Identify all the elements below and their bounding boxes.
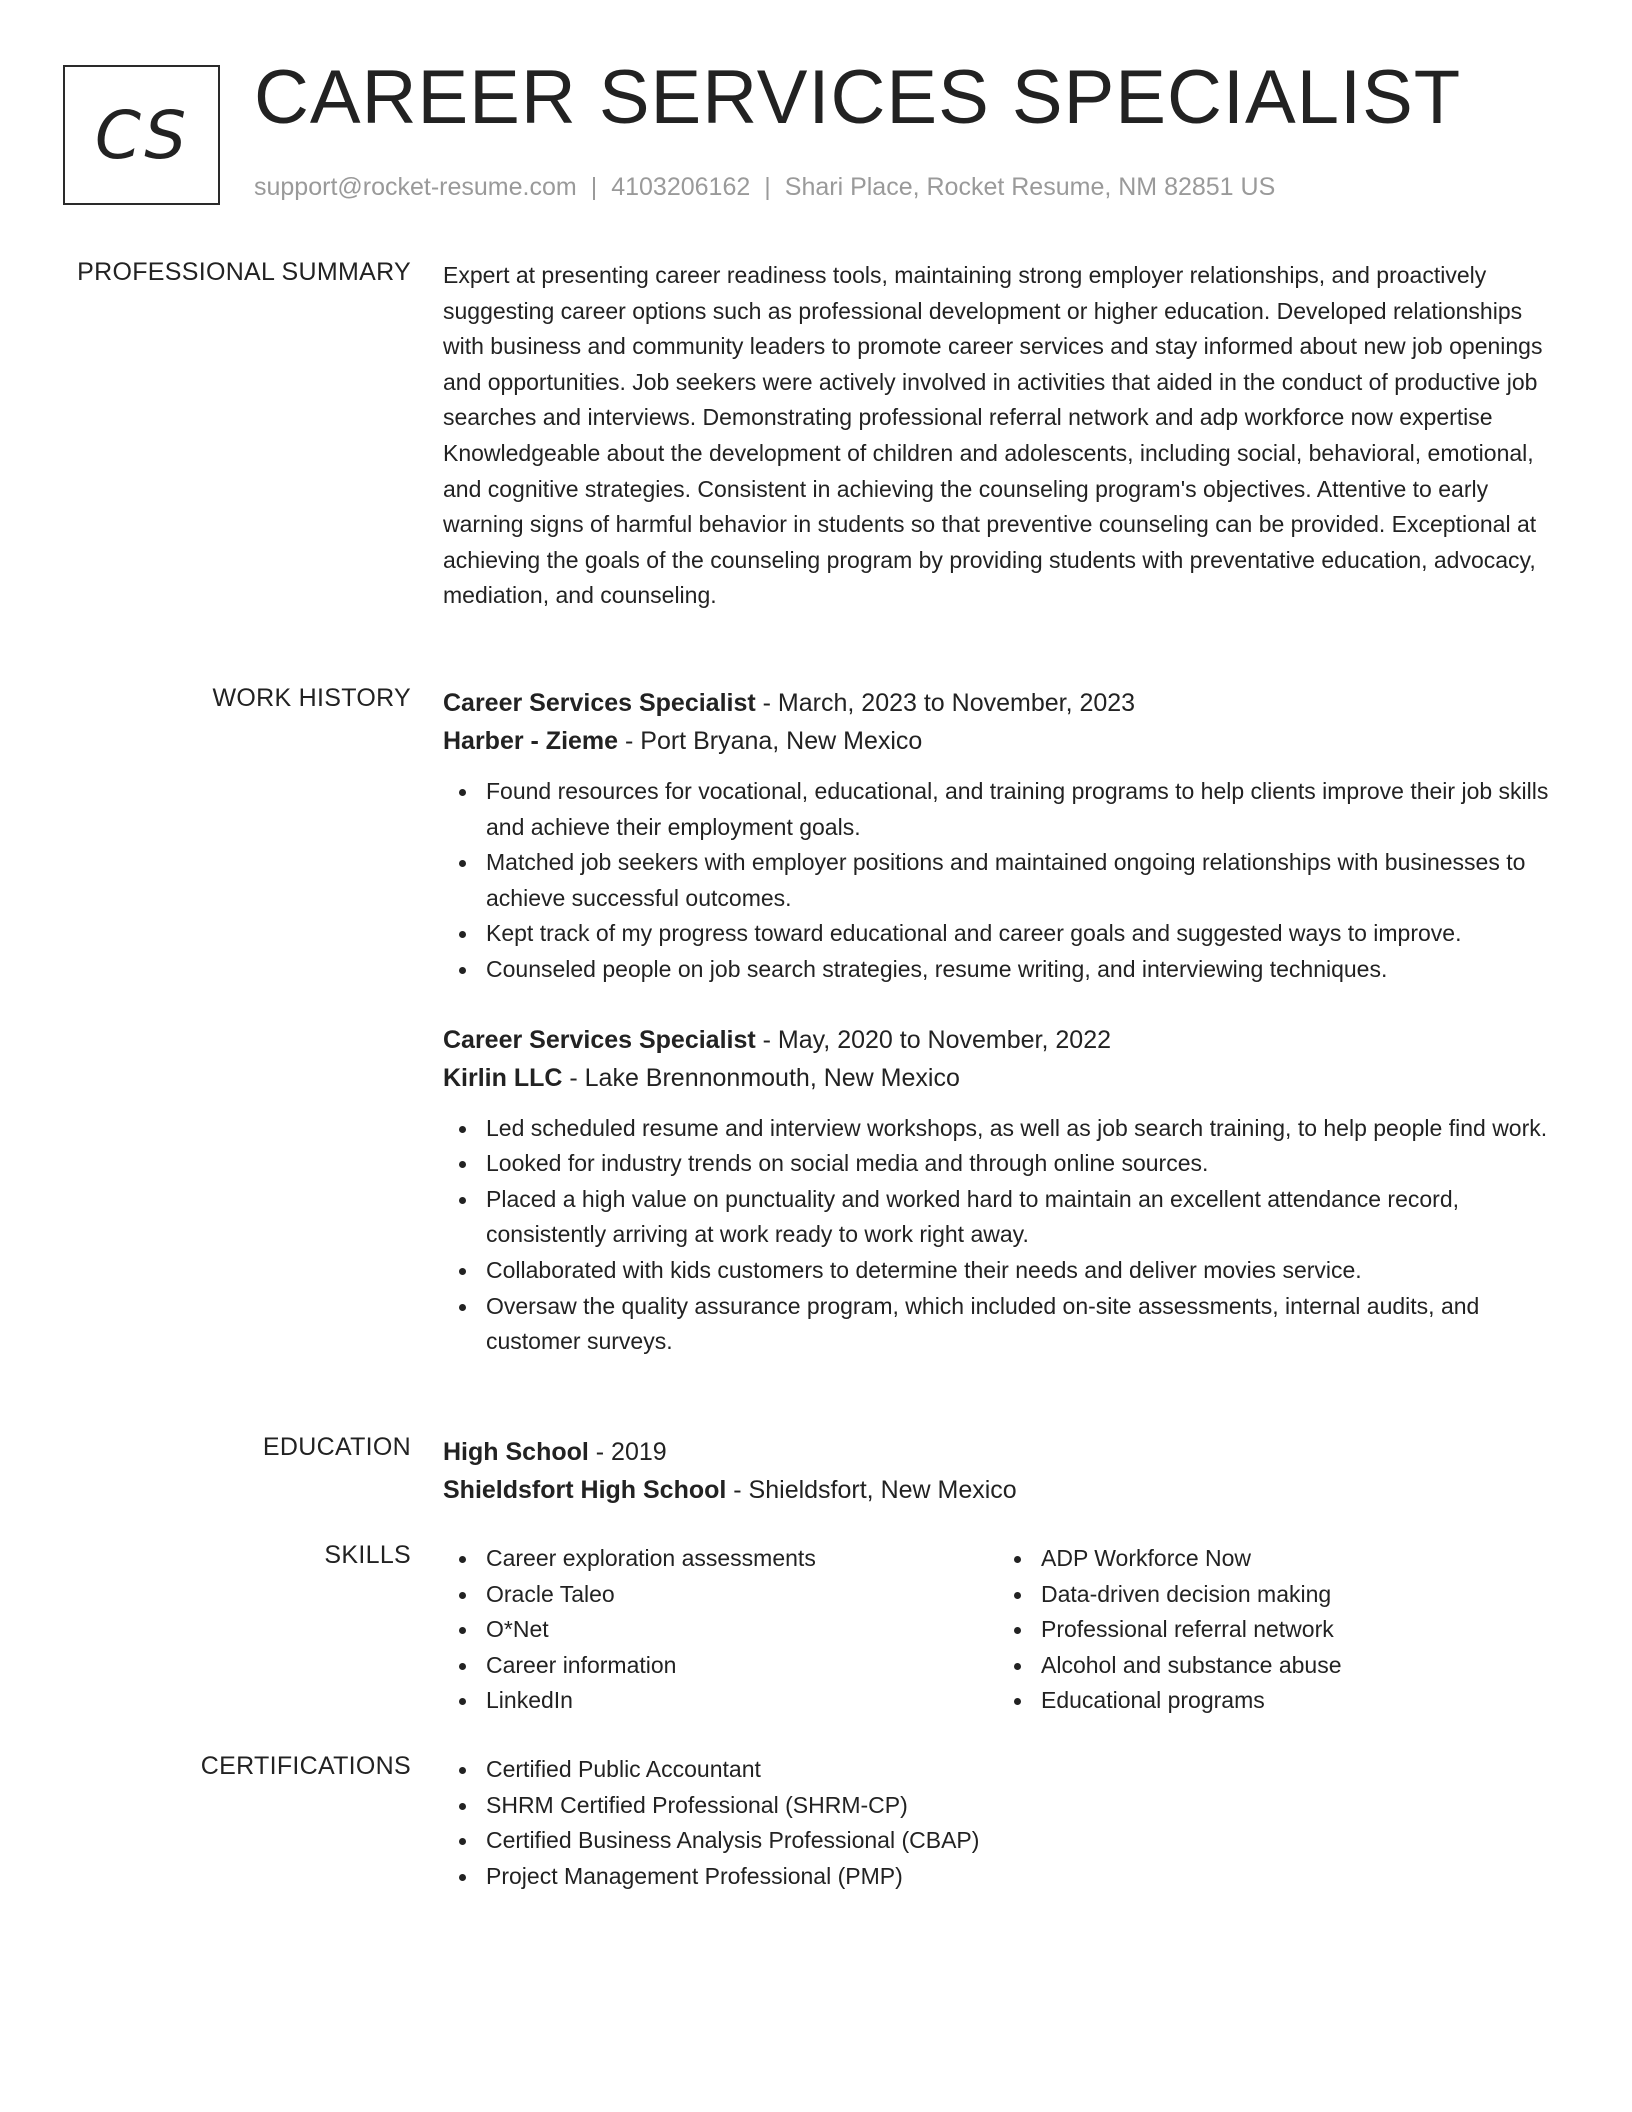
skills-column-left [443, 1541, 998, 1719]
summary-content [443, 258, 1553, 614]
contact-separator: | [590, 173, 598, 201]
monogram-box [63, 65, 220, 205]
skill-item: Career information [486, 1648, 998, 1684]
certification-item: Certified Public Accountant [486, 1752, 1553, 1788]
job-bullet: Placed a high value on punctuality and worked hard to maintain an excellent attendance record, consistently arriving at work ready to work right away. [486, 1182, 1553, 1253]
job-title: Career Services Specialist [443, 1025, 756, 1054]
contact-email: support@rocket-resume.com [254, 173, 577, 201]
skills-grid [443, 1541, 1553, 1719]
certification-item: Project Management Professional (PMP) [486, 1859, 1553, 1895]
skill-item: O*Net [486, 1612, 998, 1648]
job-entry [443, 684, 1553, 988]
certification-item: SHRM Certified Professional (SHRM-CP) [486, 1788, 1553, 1824]
section-label-education: EDUCATION [262, 1433, 411, 1461]
skill-item: Oracle Taleo [486, 1577, 998, 1613]
contact-phone: 4103206162 [611, 173, 751, 201]
contact-address: Shari Place, Rocket Resume, NM 82851 US [784, 173, 1276, 201]
education-degree: High School [443, 1438, 589, 1466]
education-location: - Shieldsfort, New Mexico [726, 1476, 1017, 1504]
section-label-work-history: WORK HISTORY [212, 684, 411, 712]
skill-item: Data-driven decision making [1041, 1577, 1553, 1613]
job-bullet: Collaborated with kids customers to determine their needs and deliver movies service. [486, 1253, 1553, 1289]
education-school-line [443, 1471, 1553, 1509]
work-history-content [443, 684, 1553, 1360]
job-bullet: Matched job seekers with employer positions and maintained ongoing relationships with businesses to achieve successful outcomes. [486, 845, 1553, 916]
job-bullet: Looked for industry trends on social media and through online sources. [486, 1146, 1553, 1182]
job-bullets [443, 774, 1553, 988]
job-bullet: Kept track of my progress toward educational and career goals and suggested ways to improve. [486, 916, 1553, 952]
job-dates: - May, 2020 to November, 2022 [755, 1025, 1112, 1054]
job-dates: - March, 2023 to November, 2023 [755, 689, 1136, 717]
certifications-list [443, 1752, 1553, 1894]
skill-item: LinkedIn [486, 1683, 998, 1719]
skill-item: Career exploration assessments [486, 1541, 998, 1577]
job-company-line [443, 722, 1553, 760]
job-location: - Lake Brennonmouth, New Mexico [562, 1063, 960, 1092]
resume-title: CAREER SERVICES SPECIALIST [254, 55, 1462, 140]
education-school: Shieldsfort High School [443, 1476, 727, 1504]
job-title-line [443, 684, 1553, 722]
skill-item: Alcohol and substance abuse [1041, 1648, 1553, 1684]
job-bullet: Oversaw the quality assurance program, which included on-site assessments, internal audits, and customer surveys. [486, 1289, 1553, 1360]
contact-line [254, 173, 1275, 202]
job-bullet: Led scheduled resume and interview workshops, as well as job search training, to help people find work. [486, 1111, 1553, 1147]
skill-item: Professional referral network [1041, 1612, 1553, 1648]
education-year: - 2019 [588, 1438, 667, 1466]
skills-column-right [998, 1541, 1553, 1719]
job-company: Kirlin LLC [443, 1063, 563, 1092]
skills-content [443, 1541, 1553, 1719]
skill-item: ADP Workforce Now [1041, 1541, 1553, 1577]
certifications-content [443, 1752, 1553, 1894]
education-content [443, 1433, 1553, 1509]
job-bullet: Found resources for vocational, educational, and training programs to help clients improve their job skills and achieve their employment goals. [486, 774, 1553, 845]
section-label-summary: PROFESSIONAL SUMMARY [77, 258, 411, 286]
job-location: - Port Bryana, New Mexico [618, 727, 923, 755]
education-degree-line [443, 1433, 1553, 1471]
section-label-skills: SKILLS [324, 1541, 411, 1569]
certification-item: Certified Business Analysis Professional (CBAP) [486, 1823, 1553, 1859]
job-bullet: Counseled people on job search strategies, resume writing, and interviewing techniques. [486, 952, 1553, 988]
summary-text: Expert at presenting career readiness tools, maintaining strong employer relationships, and proactively suggesting career options such as professional development or higher education. Developed relationships with business and community leaders to promote career services and stay informed about new job openings and opportunities. Job seekers were actively involved in activities that aided in the conduct of productive job searches and interviews. Demonstrating professional referral network and adp workforce now expertise Knowledgeable about the development of children and adolescents, including social, behavioral, emotional, and cognitive strategies. Consistent in achieving the counseling program's objectives. Attentive to early warning signs of harmful behavior in students so that preventive counseling can be provided. Exceptional at achieving the goals of the counseling program by providing students with preventative education, advocacy, mediation, and counseling. [443, 262, 1543, 609]
job-bullets [443, 1111, 1553, 1360]
contact-separator: | [764, 173, 771, 201]
job-company-line [443, 1059, 1553, 1097]
section-label-certifications: CERTIFICATIONS [200, 1752, 411, 1780]
skill-item: Educational programs [1041, 1683, 1553, 1719]
job-company: Harber - Zieme [443, 727, 619, 755]
job-title-line [443, 1021, 1553, 1059]
monogram-initials: CS [94, 96, 189, 174]
job-title: Career Services Specialist [443, 689, 756, 717]
job-entry [443, 1021, 1553, 1360]
